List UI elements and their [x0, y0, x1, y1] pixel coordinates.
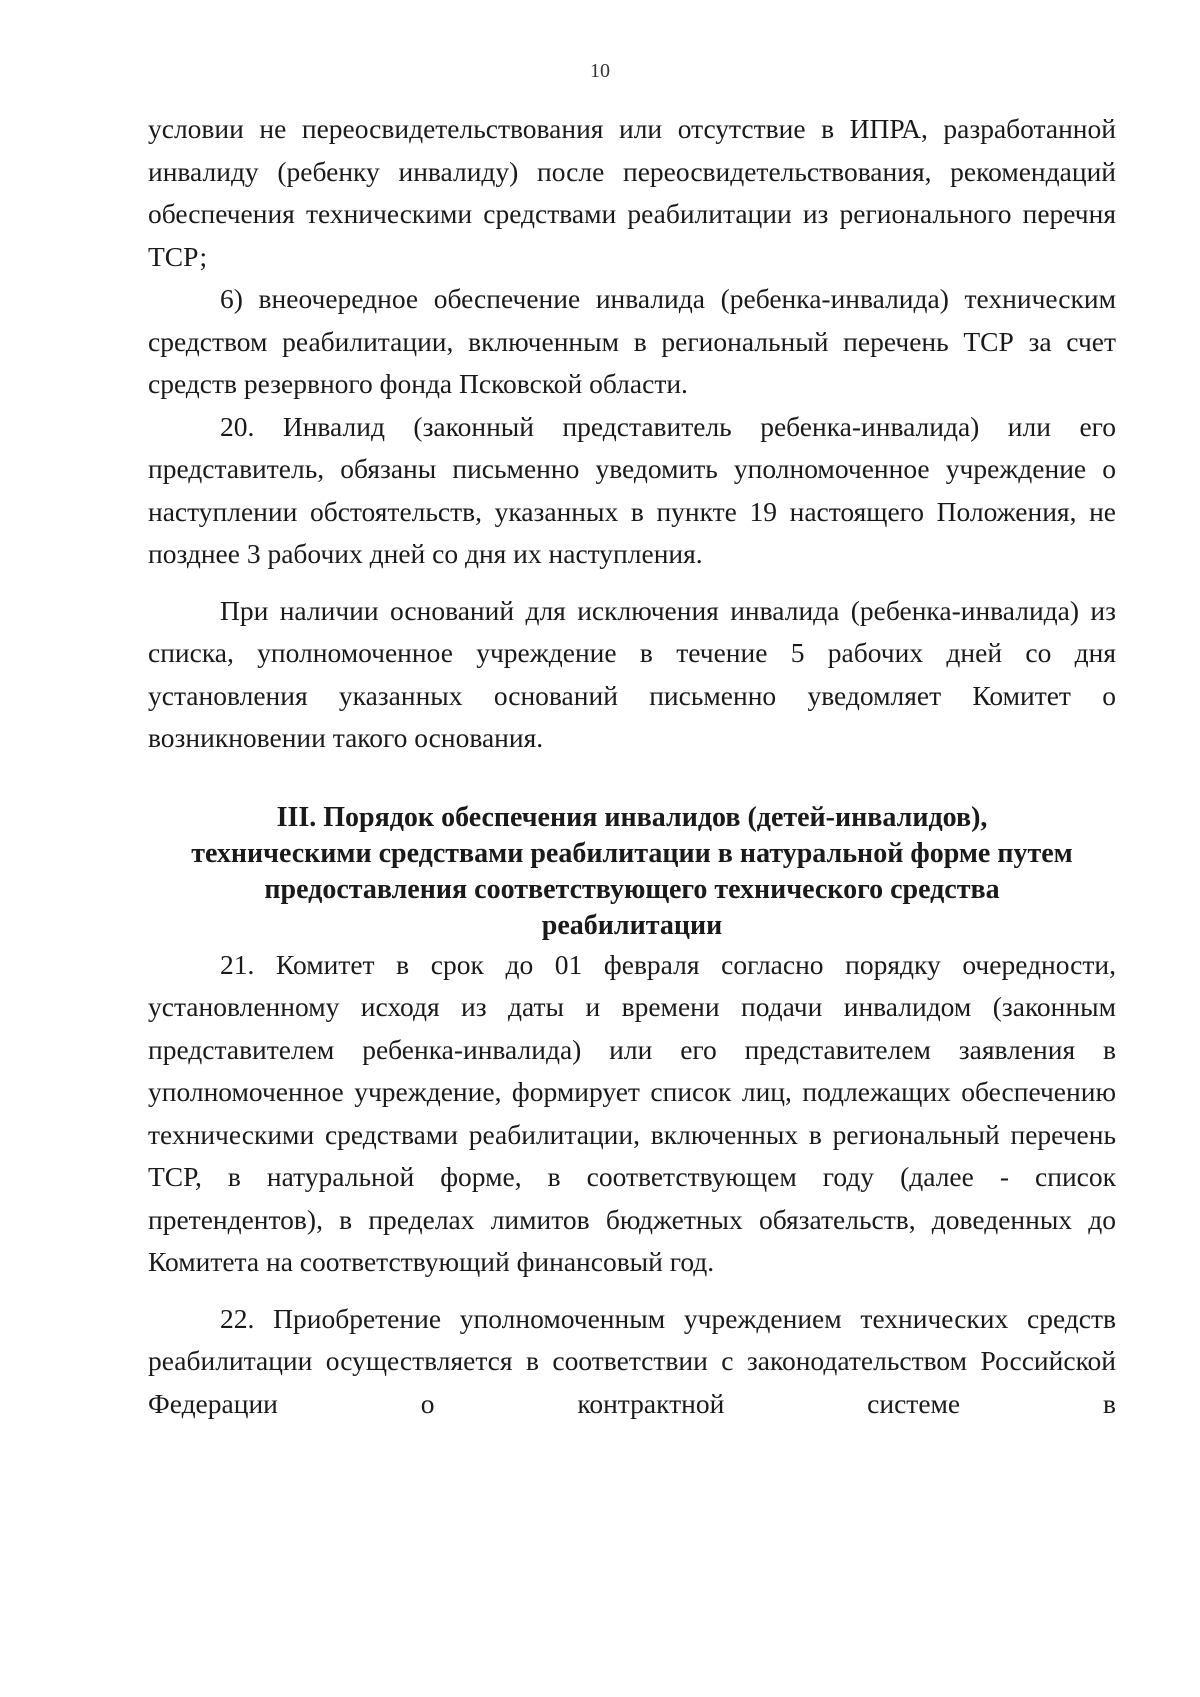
paragraph-continuation: условии не переосвидетельствования или отсутствие в ИПРА, разработанной инвалиду (ребенку инвалиду) после переосвидетельствования, рекомендаций обеспечения техническими средствами реабилитации из регионального перечня ТСР; [148, 113, 1116, 272]
page-number: 10 [590, 60, 610, 82]
paragraph-item-20: 20. Инвалид (законный представитель ребенка-инвалида) или его представитель, обязаны письменно уведомить уполномоченное учреждение о наступлении обстоятельств, указанных в пункте 19 настоящего Положения, не позднее 3 рабочих дней со дня их наступления. [148, 410, 1116, 569]
section-heading-line: техническими средствами реабилитации в натуральной форме путем [191, 837, 1073, 869]
paragraph-item-6: 6) внеочередное обеспечение инвалида (ребенка-инвалида) техническим средством реабилитации, включенным в региональный перечень ТСР за счет средств резервного фонда Псковской области. [148, 283, 1116, 399]
paragraph-exclusion: При наличии оснований для исключения инвалида (ребенка-инвалида) из списка, уполномоченное учреждение в течение 5 рабочих дней со дня установления указанных оснований письменно уведомляет Комитет о возникновении такого основания. [148, 594, 1116, 753]
section-heading-line: предоставления соответствующего технического средства [264, 873, 1000, 905]
document-body [148, 108, 1116, 1425]
section-heading [148, 800, 1116, 944]
section-heading-line: реабилитации [541, 909, 723, 941]
section-heading-line: III. Порядок обеспечения инвалидов (детей-инвалидов), [276, 801, 988, 833]
paragraph-item-21: 21. Комитет в срок до 01 февраля согласно порядку очередности, установленному исходя из даты и времени подачи инвалидом (законным представителем ребенка-инвалида) или его представителем заявления в уполномоченное учреждение, формирует список лиц, подлежащих обеспечению техническими средствами реабилитации, включенных в региональный перечень ТСР, в натуральной форме, в соответствующем году (далее - список претендентов), в пределах лимитов бюджетных обязательств, доведенных до Комитета на соответствующий финансовый год. [148, 948, 1116, 1277]
paragraph-item-22: 22. Приобретение уполномоченным учреждением технических средств реабилитации осуществляется в соответствии с законодательством Российской Федерации о контрактной системе в [148, 1302, 1116, 1419]
